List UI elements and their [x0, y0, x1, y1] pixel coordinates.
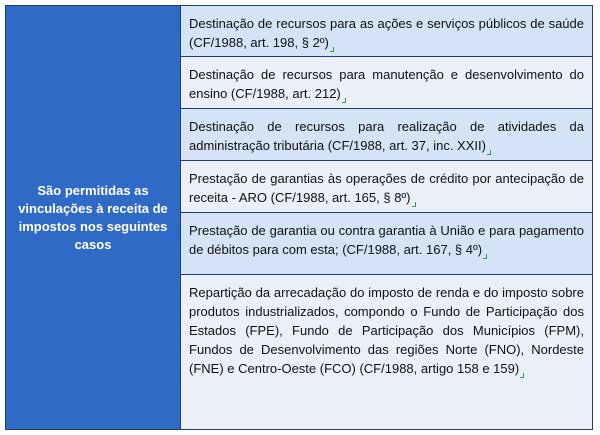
row-text: Destinação de recursos para realização de atividades da administração tributária (CF/1988, art. 37, inc. XXII) [189, 119, 584, 153]
row-text: Prestação de garantia ou contra garantia à União e para pagamento de débitos para com esta; (CF/1988, art. 167, § 4º) [189, 223, 584, 257]
check-mark-icon [330, 47, 334, 52]
check-mark-icon [487, 150, 491, 155]
table-row [181, 275, 593, 430]
check-mark-icon [483, 254, 487, 259]
row-text: Destinação de recursos para as ações e serviços públicos de saúde (CF/1988, art. 198, § 2º) [189, 16, 584, 50]
table-row [181, 161, 593, 213]
row-text: Destinação de recursos para manutenção e desenvolvimento do ensino (CF/1988, art. 212) [189, 67, 584, 101]
rules-table [5, 5, 593, 430]
row-text: Repartição da arrecadação do imposto de renda e do imposto sobre produtos industrializados, compondo o Fundo de Participação dos Estados (FPE), Fundo de Participação dos Municípios (FPM), Fundos de Desenvolvimento das regiões Norte (FNO), Nordeste (FNE) e Centro-Oeste (FCO) (CF/1988, artigo 158 e 159) [189, 285, 584, 376]
check-mark-icon [412, 202, 416, 207]
check-mark-icon [520, 373, 524, 378]
table-row [181, 213, 593, 275]
row-text: Prestação de garantias às operações de crédito por antecipação de receita - ARO (CF/1988, art. 165, § 8º) [189, 171, 584, 205]
table-header-cell [5, 5, 181, 430]
table-row [181, 109, 593, 161]
header-label: São permitidas as vinculações à receita de impostos nos seguintes casos [18, 182, 168, 252]
table-row [181, 5, 593, 57]
check-mark-icon [342, 98, 346, 103]
table-row [181, 57, 593, 109]
